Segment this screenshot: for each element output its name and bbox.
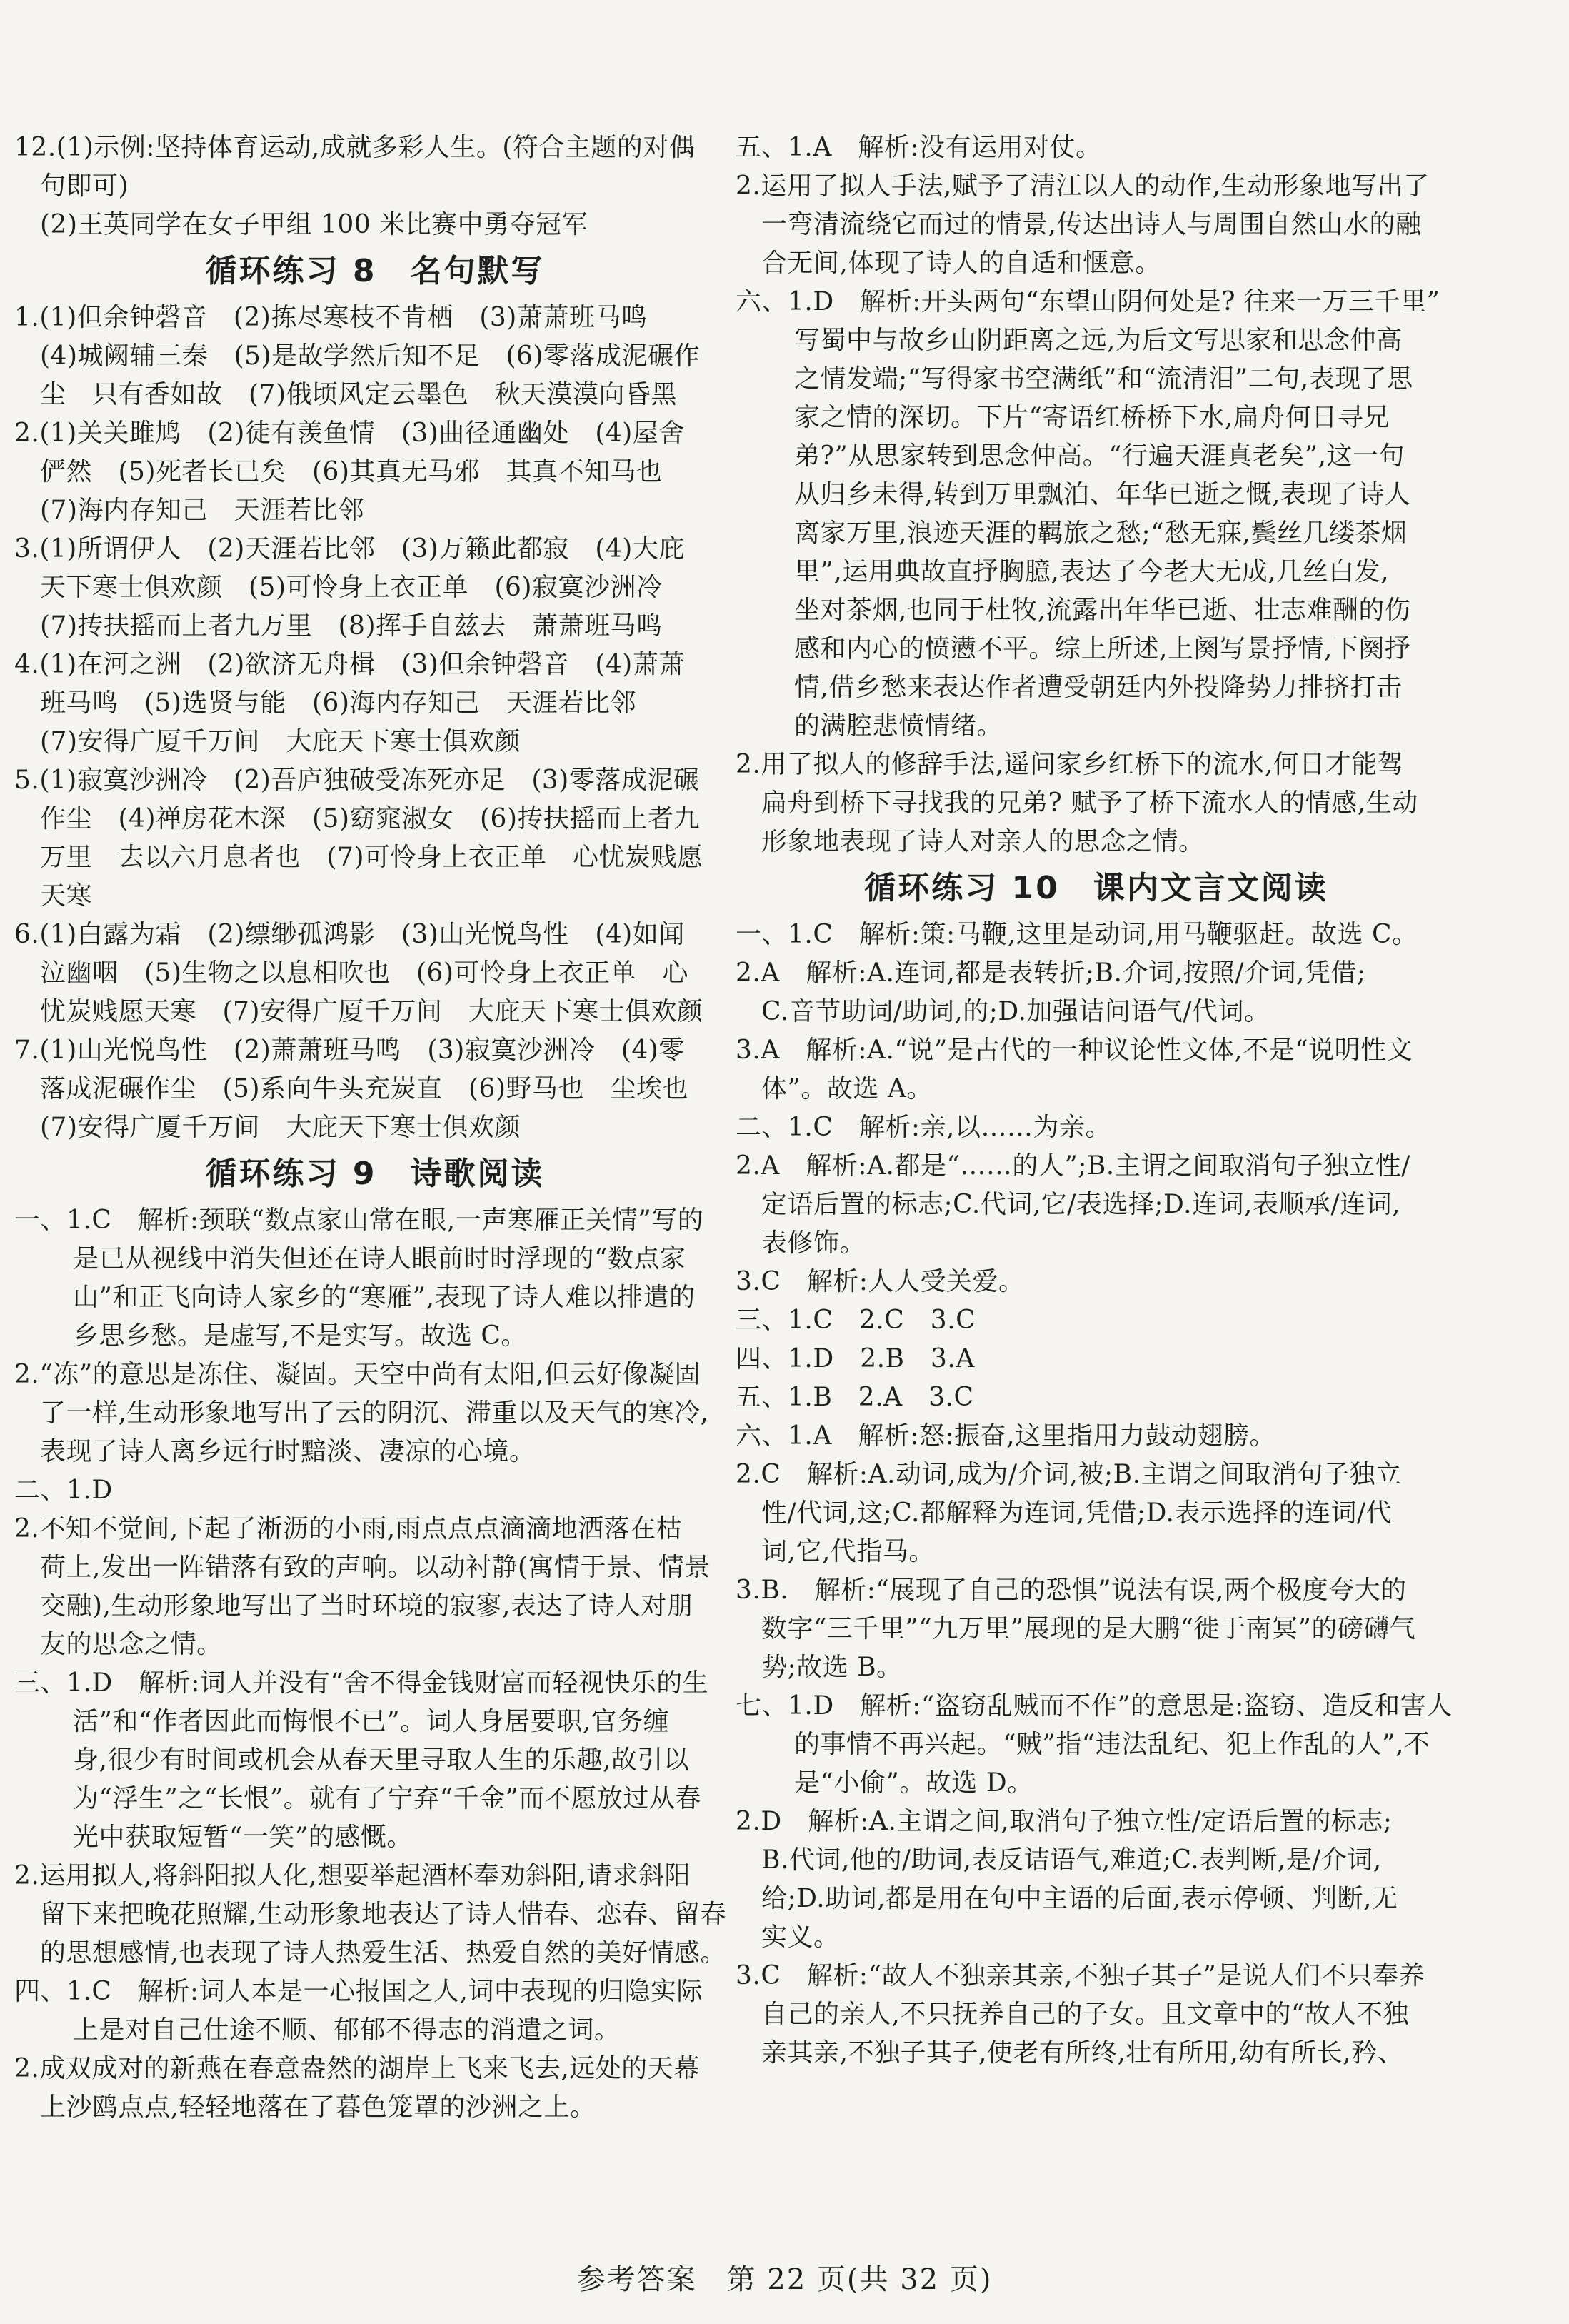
text-line: 12.(1)示例:坚持体育运动,成就多彩人生。(符合主题的对偶 <box>14 133 696 162</box>
text-line: (7)安得广厦千万间 大庇天下寒士俱欢颜 <box>40 1113 521 1142</box>
text-line: 自己的亲人,不只抚养自己的子女。且文章中的“故人不独 <box>761 2000 1409 2029</box>
text-line: 尘 只有香如故 (7)俄顷风定云墨色 秋天漠漠向昏黑 <box>40 380 677 409</box>
text-line: 七、1.D 解析:“盗窃乱贼而不作”的意思是:盗窃、造反和害人 <box>736 1691 1453 1721</box>
text-line: 万里 去以六月息者也 (7)可怜身上衣正单 心忧炭贱愿 <box>40 843 703 872</box>
text-line: 形象地表现了诗人对亲人的思念之情。 <box>761 827 1205 856</box>
text-line: 2.(1)关关雎鸠 (2)徒有羡鱼情 (3)曲径通幽处 (4)屋舍 <box>14 419 685 448</box>
text-line: 一、1.C 解析:颈联“数点家山常在眼,一声寒雁正关情”写的 <box>14 1206 704 1235</box>
text-line: 实义。 <box>761 1923 840 1952</box>
text-line: 2.用了拟人的修辞手法,遥问家乡红桥下的流水,何日才能驾 <box>736 750 1404 779</box>
text-line: 2.运用了拟人手法,赋予了清江以人的动作,生动形象地写出了 <box>736 171 1430 201</box>
text-line: 了一样,生动形象地写出了云的阴沉、滞重以及天气的寒冷, <box>40 1398 709 1428</box>
text-line: 是已从视线中消失但还在诗人眼前时时浮现的“数点家 <box>73 1244 686 1273</box>
text-line: 弟?”从思家转到思念仲高。“行遍天涯真老矣”,这一句 <box>794 441 1405 471</box>
text-line: 六、1.D 解析:开头两句“东望山阴何处是? 往来一万三千里” <box>736 287 1440 316</box>
text-line: 为“浮生”之“长恨”。就有了宁弃“千金”而不愿放过从春 <box>73 1784 701 1813</box>
text-line: 3.(1)所谓伊人 (2)天涯若比邻 (3)万籁此都寂 (4)大庇 <box>14 534 685 564</box>
text-line: 4.(1)在河之洲 (2)欲济无舟楫 (3)但余钟磬音 (4)萧萧 <box>14 650 685 679</box>
text-line: C.音节助词/助词,的;D.加强诘问语气/代词。 <box>761 997 1270 1026</box>
text-line: 2.“冻”的意思是冻住、凝固。天空中尚有太阳,但云好像凝固 <box>14 1360 701 1389</box>
text-line: 从归乡未得,转到万里飘泊、年华已逝之慨,表现了诗人 <box>794 480 1411 509</box>
text-line: 3.B. 解析:“展现了自己的恐惧”说法有误,两个极度夸大的 <box>736 1576 1407 1605</box>
text-line: B.代词,他的/助词,表反诘语气,难道;C.表判断,是/介词, <box>761 1845 1382 1875</box>
text-line: 2.A 解析:A.连词,都是表转折;B.介词,按照/介词,凭借; <box>736 958 1366 988</box>
text-line: 7.(1)山光悦鸟性 (2)萧萧班马鸣 (3)寂寞沙洲冷 (4)零 <box>14 1036 685 1065</box>
text-line: 上是对自己仕途不顺、郁郁不得志的消遣之词。 <box>73 2015 621 2045</box>
text-line: 的思想感情,也表现了诗人热爱生活、热爱自然的美好情感。 <box>40 1938 726 1968</box>
text-line: 山”和正飞向诗人家乡的“寒雁”,表现了诗人难以排遣的 <box>73 1283 696 1312</box>
page-footer: 参考答案 第 22 页(共 32 页) <box>576 2263 993 2296</box>
text-line: (7)海内存知己 天涯若比邻 <box>40 496 364 525</box>
text-line: 2.A 解析:A.都是“……的人”;B.主谓之间取消句子独立性/ <box>736 1151 1410 1181</box>
text-line: 3.C 解析:人人受关爱。 <box>736 1267 1025 1296</box>
text-line: 三、1.D 解析:词人并没有“舍不得金钱财富而轻视快乐的生 <box>14 1668 709 1698</box>
text-line: 坐对茶烟,也同于杜牧,流露出年华已逝、壮志难酬的伤 <box>794 596 1411 625</box>
text-line: 6.(1)白露为霜 (2)缥缈孤鸿影 (3)山光悦鸟性 (4)如闻 <box>14 920 685 949</box>
text-line: 家之情的深切。下片“寄语红桥桥下水,扁舟何日寻兄 <box>794 403 1390 432</box>
text-line: 友的思念之情。 <box>40 1630 223 1659</box>
text-line: 体”。故选 A。 <box>761 1074 933 1103</box>
text-line: 五、1.A 解析:没有运用对仗。 <box>736 133 1102 162</box>
section-heading: 循环练习 9 诗歌阅读 <box>205 1156 545 1192</box>
text-line: 三、1.C 2.C 3.C <box>736 1306 976 1335</box>
text-line: 3.A 解析:A.“说”是古代的一种议论性文体,不是“说明性文 <box>736 1036 1413 1065</box>
text-line: (7)抟扶摇而上者九万里 (8)挥手自兹去 萧萧班马鸣 <box>40 611 663 641</box>
section-heading: 循环练习 10 课内文言文阅读 <box>864 870 1328 906</box>
text-line: (4)城阙辅三秦 (5)是故学然后知不足 (6)零落成泥碾作 <box>40 341 700 371</box>
text-line: 离家万里,浪迹天涯的羁旅之愁;“愁无寐,鬓丝几缕茶烟 <box>794 519 1408 548</box>
text-line: 定语后置的标志;C.代词,它/表选择;D.连词,表顺承/连词, <box>761 1190 1401 1219</box>
text-line: 乡思乡愁。是虚写,不是实写。故选 C。 <box>73 1321 527 1351</box>
text-line: 里”,运用典故直抒胸臆,表达了今老大无成,几丝白发, <box>794 557 1390 586</box>
text-line: 交融),生动形象地写出了当时环境的寂寥,表达了诗人对朋 <box>40 1591 693 1621</box>
text-line: 数字“三千里”“九万里”展现的是大鹏“徙于南冥”的磅礴气 <box>761 1614 1416 1643</box>
text-line: 落成泥碾作尘 (5)系向牛头充炭直 (6)野马也 尘埃也 <box>40 1074 688 1103</box>
text-line: 3.C 解析:“故人不独亲其亲,不独子其子”是说人们不只奉养 <box>736 1961 1425 1990</box>
section-heading: 循环练习 8 名句默写 <box>205 253 545 289</box>
text-line: 留下来把晚花照耀,生动形象地表达了诗人惜春、恋春、留春 <box>40 1900 726 1929</box>
text-line: 光中获取短暂“一笑”的感慨。 <box>73 1823 413 1852</box>
text-line: 泣幽咽 (5)生物之以息相吹也 (6)可怜身上衣正单 心 <box>40 958 688 988</box>
text-line: 情,借乡愁来表达作者遭受朝廷内外投降势力排挤打击 <box>794 673 1403 702</box>
text-line: 活”和“作者因此而悔恨不已”。词人身居要职,官务缠 <box>73 1707 670 1736</box>
text-line: 身,很少有时间或机会从春天里寻取人生的乐趣,故引以 <box>73 1745 690 1775</box>
text-line: 2.不知不觉间,下起了淅沥的小雨,雨点点点滴滴地洒落在枯 <box>14 1514 683 1543</box>
text-line: 四、1.C 解析:词人本是一心报国之人,词中表现的归隐实际 <box>14 1977 703 2006</box>
text-line: 忧炭贱愿天寒 (7)安得广厦千万间 大庇天下寒士俱欢颜 <box>40 997 703 1026</box>
text-line: 感和内心的愤懑不平。综上所述,上阕写景抒情,下阕抒 <box>794 634 1411 663</box>
text-line: 班马鸣 (5)选贤与能 (6)海内存知己 天涯若比邻 <box>40 688 636 718</box>
text-line: 2.成双成对的新燕在春意盎然的湖岸上飞来飞去,远处的天幕 <box>14 2054 700 2083</box>
text-line: 2.C 解析:A.动词,成为/介词,被;B.主谓之间取消句子独立 <box>736 1460 1402 1489</box>
right-column <box>736 129 1457 2073</box>
text-line: 天下寒士俱欢颜 (5)可怜身上衣正单 (6)寂寞沙洲冷 <box>40 573 663 602</box>
text-line: 俨然 (5)死者长已矣 (6)其真无马邪 其真不知马也 <box>40 457 663 486</box>
text-line: 五、1.B 2.A 3.C <box>736 1383 974 1412</box>
text-line: 2.D 解析:A.主谓之间,取消句子独立性/定语后置的标志; <box>736 1807 1393 1836</box>
text-line: 的事情不再兴起。“贼”指“违法乱纪、犯上作乱的人”,不 <box>794 1730 1430 1759</box>
text-line: 二、1.C 解析:亲,以……为亲。 <box>736 1113 1111 1142</box>
text-line: 作尘 (4)禅房花木深 (5)窈窕淑女 (6)抟扶摇而上者九 <box>40 804 700 833</box>
text-line: 5.(1)寂寞沙洲冷 (2)吾庐独破受冻死亦足 (3)零落成泥碾 <box>14 766 700 795</box>
text-line: 上沙鸥点点,轻轻地落在了暮色笼罩的沙洲之上。 <box>40 2093 596 2122</box>
left-column <box>14 129 736 2127</box>
text-line: 荷上,发出一阵错落有致的声响。以动衬静(寓情于景、情景 <box>40 1553 711 1582</box>
text-line: 是“小偷”。故选 D。 <box>794 1768 1033 1798</box>
text-line: 一弯清流绕它而过的情景,传达出诗人与周围自然山水的融 <box>761 210 1422 239</box>
text-line: 2.运用拟人,将斜阳拟人化,想要举起酒杯奉劝斜阳,请求斜阳 <box>14 1861 691 1890</box>
text-line: 二、1.D <box>14 1476 113 1505</box>
text-line: (2)王英同学在女子甲组 100 米比赛中勇夺冠军 <box>40 210 588 239</box>
text-line: 亲其亲,不独子其子,使老有所终,壮有所用,幼有所长,矜、 <box>761 2038 1404 2068</box>
text-line: 给;D.助词,都是用在句中主语的后面,表示停顿、判断,无 <box>761 1884 1398 1913</box>
text-line: 合无间,体现了诗人的自适和惬意。 <box>761 249 1161 278</box>
text-line: 四、1.D 2.B 3.A <box>736 1344 975 1373</box>
text-line: 句即可) <box>40 171 129 201</box>
text-line: 表修饰。 <box>761 1228 866 1258</box>
text-line: 扁舟到桥下寻找我的兄弟? 赋予了桥下流水人的情感,生动 <box>761 788 1418 818</box>
text-line: 的满腔悲愤情绪。 <box>794 711 1003 741</box>
text-line: 天寒 <box>40 881 93 911</box>
text-line: 词,它,代指马。 <box>761 1537 935 1566</box>
text-line: 之情发端;“写得家书空满纸”和“流清泪”二句,表现了思 <box>794 364 1413 394</box>
text-line: 一、1.C 解析:策:马鞭,这里是动词,用马鞭驱赶。故选 C。 <box>736 920 1418 949</box>
text-line: 六、1.A 解析:怒:振奋,这里指用力鼓动翅膀。 <box>736 1421 1276 1451</box>
text-line: 表现了诗人离乡远行时黯淡、凄凉的心境。 <box>40 1437 536 1466</box>
text-line: 写蜀中与故乡山阴距离之远,为后文写思家和思念仲高 <box>794 326 1403 355</box>
text-line: 1.(1)但余钟磬音 (2)拣尽寒枝不肯栖 (3)萧萧班马鸣 <box>14 303 648 332</box>
text-line: 性/代词,这;C.都解释为连词,凭借;D.表示选择的连词/代 <box>761 1498 1393 1528</box>
text-line: 势;故选 B。 <box>761 1653 903 1682</box>
text-line: (7)安得广厦千万间 大庇天下寒士俱欢颜 <box>40 727 521 756</box>
